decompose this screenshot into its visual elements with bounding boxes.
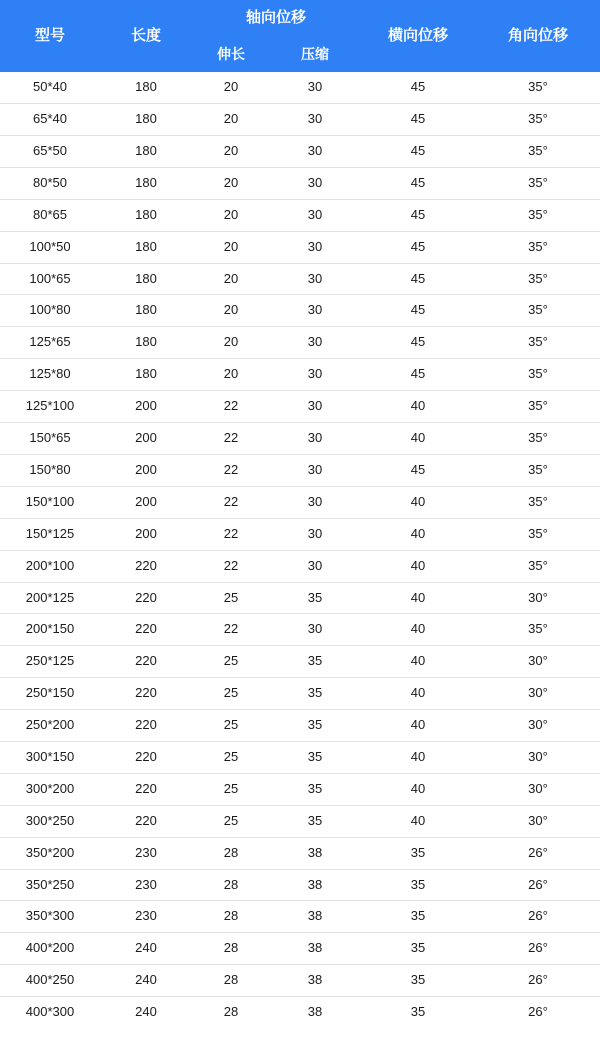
cell-axial-extend: 22 bbox=[192, 454, 270, 486]
cell-lateral: 40 bbox=[360, 550, 476, 582]
cell-lateral: 45 bbox=[360, 359, 476, 391]
table-row bbox=[0, 263, 600, 295]
table-row bbox=[0, 454, 600, 486]
cell-axial-extend: 20 bbox=[192, 167, 270, 199]
cell-axial-compress: 30 bbox=[270, 518, 360, 550]
cell-axial-compress: 35 bbox=[270, 582, 360, 614]
cell-lateral: 35 bbox=[360, 901, 476, 933]
table-row bbox=[0, 167, 600, 199]
cell-axial-compress: 38 bbox=[270, 933, 360, 965]
cell-lateral: 45 bbox=[360, 327, 476, 359]
cell-axial-extend: 20 bbox=[192, 231, 270, 263]
table-row bbox=[0, 359, 600, 391]
table-row bbox=[0, 997, 600, 1028]
cell-lateral: 35 bbox=[360, 965, 476, 997]
table-row bbox=[0, 518, 600, 550]
cell-lateral: 45 bbox=[360, 295, 476, 327]
cell-model: 80*65 bbox=[0, 199, 100, 231]
cell-axial-extend: 22 bbox=[192, 486, 270, 518]
column-header-model: 型号 bbox=[0, 0, 100, 72]
cell-length: 200 bbox=[100, 518, 192, 550]
cell-length: 220 bbox=[100, 582, 192, 614]
cell-axial-extend: 22 bbox=[192, 423, 270, 455]
cell-model: 300*250 bbox=[0, 805, 100, 837]
cell-angular: 26° bbox=[476, 869, 600, 901]
cell-model: 300*150 bbox=[0, 741, 100, 773]
cell-lateral: 35 bbox=[360, 869, 476, 901]
cell-angular: 35° bbox=[476, 391, 600, 423]
cell-length: 230 bbox=[100, 869, 192, 901]
table-row bbox=[0, 678, 600, 710]
cell-angular: 35° bbox=[476, 359, 600, 391]
cell-axial-compress: 38 bbox=[270, 837, 360, 869]
table-row bbox=[0, 199, 600, 231]
cell-model: 150*125 bbox=[0, 518, 100, 550]
cell-lateral: 45 bbox=[360, 136, 476, 168]
table-row bbox=[0, 837, 600, 869]
cell-angular: 35° bbox=[476, 454, 600, 486]
cell-length: 180 bbox=[100, 199, 192, 231]
cell-lateral: 40 bbox=[360, 773, 476, 805]
cell-axial-compress: 38 bbox=[270, 965, 360, 997]
cell-axial-compress: 30 bbox=[270, 295, 360, 327]
cell-axial-extend: 25 bbox=[192, 678, 270, 710]
cell-angular: 35° bbox=[476, 231, 600, 263]
cell-lateral: 45 bbox=[360, 72, 476, 103]
table-row bbox=[0, 486, 600, 518]
table-row bbox=[0, 391, 600, 423]
cell-angular: 30° bbox=[476, 773, 600, 805]
cell-length: 200 bbox=[100, 423, 192, 455]
cell-model: 100*80 bbox=[0, 295, 100, 327]
cell-angular: 30° bbox=[476, 710, 600, 742]
cell-angular: 35° bbox=[476, 614, 600, 646]
cell-axial-compress: 30 bbox=[270, 199, 360, 231]
cell-lateral: 40 bbox=[360, 391, 476, 423]
cell-length: 180 bbox=[100, 231, 192, 263]
cell-lateral: 40 bbox=[360, 486, 476, 518]
table-body bbox=[0, 72, 600, 1028]
cell-angular: 26° bbox=[476, 837, 600, 869]
cell-axial-extend: 28 bbox=[192, 933, 270, 965]
cell-model: 65*50 bbox=[0, 136, 100, 168]
cell-model: 80*50 bbox=[0, 167, 100, 199]
cell-axial-extend: 25 bbox=[192, 710, 270, 742]
cell-length: 180 bbox=[100, 359, 192, 391]
cell-length: 180 bbox=[100, 72, 192, 103]
cell-axial-extend: 28 bbox=[192, 965, 270, 997]
cell-model: 65*40 bbox=[0, 104, 100, 136]
cell-axial-extend: 20 bbox=[192, 295, 270, 327]
cell-lateral: 40 bbox=[360, 518, 476, 550]
table-row bbox=[0, 965, 600, 997]
cell-axial-extend: 22 bbox=[192, 391, 270, 423]
cell-lateral: 45 bbox=[360, 199, 476, 231]
cell-lateral: 45 bbox=[360, 167, 476, 199]
cell-axial-compress: 35 bbox=[270, 741, 360, 773]
table-row bbox=[0, 231, 600, 263]
cell-lateral: 40 bbox=[360, 741, 476, 773]
cell-model: 200*150 bbox=[0, 614, 100, 646]
table-row bbox=[0, 805, 600, 837]
cell-axial-compress: 38 bbox=[270, 869, 360, 901]
cell-axial-compress: 35 bbox=[270, 805, 360, 837]
cell-length: 230 bbox=[100, 901, 192, 933]
table-row bbox=[0, 869, 600, 901]
cell-axial-compress: 30 bbox=[270, 72, 360, 103]
cell-model: 100*50 bbox=[0, 231, 100, 263]
cell-axial-compress: 35 bbox=[270, 678, 360, 710]
cell-axial-compress: 30 bbox=[270, 231, 360, 263]
cell-axial-compress: 38 bbox=[307, 1004, 323, 1020]
cell-axial-extend: 20 bbox=[192, 199, 270, 231]
cell-lateral: 45 bbox=[360, 454, 476, 486]
cell-length: 180 bbox=[100, 136, 192, 168]
cell-axial-compress: 35 bbox=[270, 773, 360, 805]
cell-axial-extend: 22 bbox=[192, 550, 270, 582]
cell-length: 220 bbox=[100, 710, 192, 742]
table-row bbox=[0, 582, 600, 614]
cell-model: 150*80 bbox=[0, 454, 100, 486]
cell-lateral: 40 bbox=[360, 423, 476, 455]
cell-length: 200 bbox=[100, 486, 192, 518]
cell-axial-extend: 20 bbox=[192, 72, 270, 103]
cell-model: 150*100 bbox=[0, 486, 100, 518]
cell-lateral: 40 bbox=[360, 678, 476, 710]
table-row bbox=[0, 646, 600, 678]
cell-axial-extend: 28 bbox=[192, 837, 270, 869]
cell-axial-extend: 20 bbox=[192, 104, 270, 136]
header-row-primary bbox=[0, 0, 600, 37]
cell-axial-extend: 28 bbox=[223, 1004, 239, 1020]
cell-lateral: 45 bbox=[360, 263, 476, 295]
cell-length: 220 bbox=[100, 550, 192, 582]
cell-model: 200*100 bbox=[0, 550, 100, 582]
cell-lateral: 40 bbox=[360, 710, 476, 742]
cell-angular: 35° bbox=[476, 167, 600, 199]
column-header-angular-displacement: 角向位移 bbox=[476, 0, 600, 72]
cell-lateral: 40 bbox=[360, 582, 476, 614]
cell-model: 200*125 bbox=[0, 582, 100, 614]
cell-model: 350*200 bbox=[0, 837, 100, 869]
cell-axial-extend: 28 bbox=[192, 901, 270, 933]
cell-angular: 35° bbox=[476, 423, 600, 455]
cell-model: 125*65 bbox=[0, 327, 100, 359]
cell-angular: 26° bbox=[476, 965, 600, 997]
cell-lateral: 45 bbox=[360, 104, 476, 136]
cell-model: 125*80 bbox=[0, 359, 100, 391]
cell-model: 350*300 bbox=[0, 901, 100, 933]
cell-axial-extend: 25 bbox=[192, 646, 270, 678]
cell-axial-extend: 20 bbox=[192, 327, 270, 359]
cell-axial-compress: 30 bbox=[270, 454, 360, 486]
cell-angular: 35° bbox=[476, 136, 600, 168]
table-row bbox=[0, 327, 600, 359]
column-header-length: 长度 bbox=[100, 0, 192, 72]
cell-lateral: 45 bbox=[360, 231, 476, 263]
table-row bbox=[0, 614, 600, 646]
cell-axial-compress: 30 bbox=[270, 550, 360, 582]
cell-angular: 35° bbox=[476, 72, 600, 103]
cell-axial-extend: 20 bbox=[192, 136, 270, 168]
cell-axial-compress: 30 bbox=[270, 423, 360, 455]
cell-length: 220 bbox=[100, 741, 192, 773]
cell-axial-compress: 30 bbox=[270, 486, 360, 518]
cell-axial-compress: 35 bbox=[270, 710, 360, 742]
cell-angular: 30° bbox=[476, 646, 600, 678]
cell-angular: 35° bbox=[476, 327, 600, 359]
table-row bbox=[0, 741, 600, 773]
cell-axial-extend: 25 bbox=[192, 805, 270, 837]
cell-length: 220 bbox=[100, 773, 192, 805]
cell-angular: 30° bbox=[476, 678, 600, 710]
cell-angular: 30° bbox=[476, 805, 600, 837]
cell-length: 200 bbox=[100, 391, 192, 423]
cell-length: 180 bbox=[100, 104, 192, 136]
cell-model: 250*200 bbox=[0, 710, 100, 742]
cell-angular: 35° bbox=[476, 104, 600, 136]
cell-model: 50*40 bbox=[0, 72, 100, 103]
cell-angular: 26° bbox=[476, 901, 600, 933]
cell-angular: 35° bbox=[476, 518, 600, 550]
table-row bbox=[0, 901, 600, 933]
cell-angular: 35° bbox=[476, 295, 600, 327]
cell-axial-compress: 30 bbox=[270, 391, 360, 423]
cell-lateral: 40 bbox=[360, 614, 476, 646]
cell-axial-extend: 22 bbox=[192, 518, 270, 550]
cell-axial-extend: 20 bbox=[192, 263, 270, 295]
cell-length: 230 bbox=[100, 837, 192, 869]
table-row bbox=[0, 550, 600, 582]
cell-axial-extend: 28 bbox=[192, 869, 270, 901]
column-header-axial-compress: 压缩 bbox=[270, 37, 360, 73]
cell-angular: 30° bbox=[476, 741, 600, 773]
table-row bbox=[0, 136, 600, 168]
cell-angular: 30° bbox=[476, 582, 600, 614]
cell-model: 400*200 bbox=[0, 933, 100, 965]
cell-angular: 35° bbox=[476, 550, 600, 582]
cell-length: 200 bbox=[100, 454, 192, 486]
table-row bbox=[0, 423, 600, 455]
cell-model: 400*250 bbox=[0, 965, 100, 997]
cell-axial-extend: 20 bbox=[192, 359, 270, 391]
cell-lateral: 40 bbox=[360, 805, 476, 837]
cell-axial-compress: 30 bbox=[270, 359, 360, 391]
cell-model: 150*65 bbox=[0, 423, 100, 455]
cell-axial-compress: 38 bbox=[270, 901, 360, 933]
cell-length: 180 bbox=[100, 167, 192, 199]
cell-angular: 26° bbox=[476, 933, 600, 965]
cell-axial-compress: 30 bbox=[270, 104, 360, 136]
cell-axial-compress: 30 bbox=[270, 167, 360, 199]
cell-axial-compress: 30 bbox=[270, 263, 360, 295]
cell-axial-extend: 25 bbox=[192, 582, 270, 614]
cell-angular: 35° bbox=[476, 263, 600, 295]
column-header-lateral-displacement: 横向位移 bbox=[360, 0, 476, 72]
cell-length: 240 bbox=[100, 933, 192, 965]
table-row bbox=[0, 933, 600, 965]
table-row bbox=[0, 295, 600, 327]
cell-model: 100*65 bbox=[0, 263, 100, 295]
cell-model: 300*200 bbox=[0, 773, 100, 805]
table-row bbox=[0, 104, 600, 136]
cell-model: 350*250 bbox=[0, 869, 100, 901]
cell-length: 180 bbox=[100, 327, 192, 359]
cell-angular: 35° bbox=[476, 486, 600, 518]
cell-length: 220 bbox=[100, 614, 192, 646]
cell-axial-extend: 22 bbox=[192, 614, 270, 646]
cell-lateral: 40 bbox=[360, 646, 476, 678]
cell-axial-compress: 30 bbox=[270, 327, 360, 359]
cell-model: 250*150 bbox=[0, 678, 100, 710]
cell-axial-compress: 30 bbox=[270, 136, 360, 168]
table-row bbox=[0, 773, 600, 805]
table-row bbox=[0, 710, 600, 742]
cell-length: 180 bbox=[100, 263, 192, 295]
cell-lateral: 35 bbox=[360, 933, 476, 965]
cell-axial-compress: 35 bbox=[270, 646, 360, 678]
cell-length: 220 bbox=[100, 805, 192, 837]
cell-axial-extend: 25 bbox=[192, 741, 270, 773]
cell-angular: 35° bbox=[476, 199, 600, 231]
table-row bbox=[0, 72, 600, 103]
cell-length: 220 bbox=[100, 646, 192, 678]
cell-lateral: 35 bbox=[360, 837, 476, 869]
cell-model: 250*125 bbox=[0, 646, 100, 678]
cell-length: 240 bbox=[135, 1004, 157, 1020]
cell-angular: 26° bbox=[528, 1004, 548, 1020]
column-header-axial-displacement: 轴向位移 bbox=[192, 0, 360, 37]
cell-axial-compress: 30 bbox=[270, 614, 360, 646]
cell-length: 220 bbox=[100, 678, 192, 710]
cell-lateral: 35 bbox=[410, 1004, 426, 1020]
cell-model: 400*300 bbox=[25, 1004, 75, 1020]
cell-axial-extend: 25 bbox=[192, 773, 270, 805]
table-header bbox=[0, 0, 600, 72]
cell-model: 125*100 bbox=[0, 391, 100, 423]
cell-length: 240 bbox=[100, 965, 192, 997]
cell-length: 180 bbox=[100, 295, 192, 327]
column-header-axial-extend: 伸长 bbox=[192, 37, 270, 73]
